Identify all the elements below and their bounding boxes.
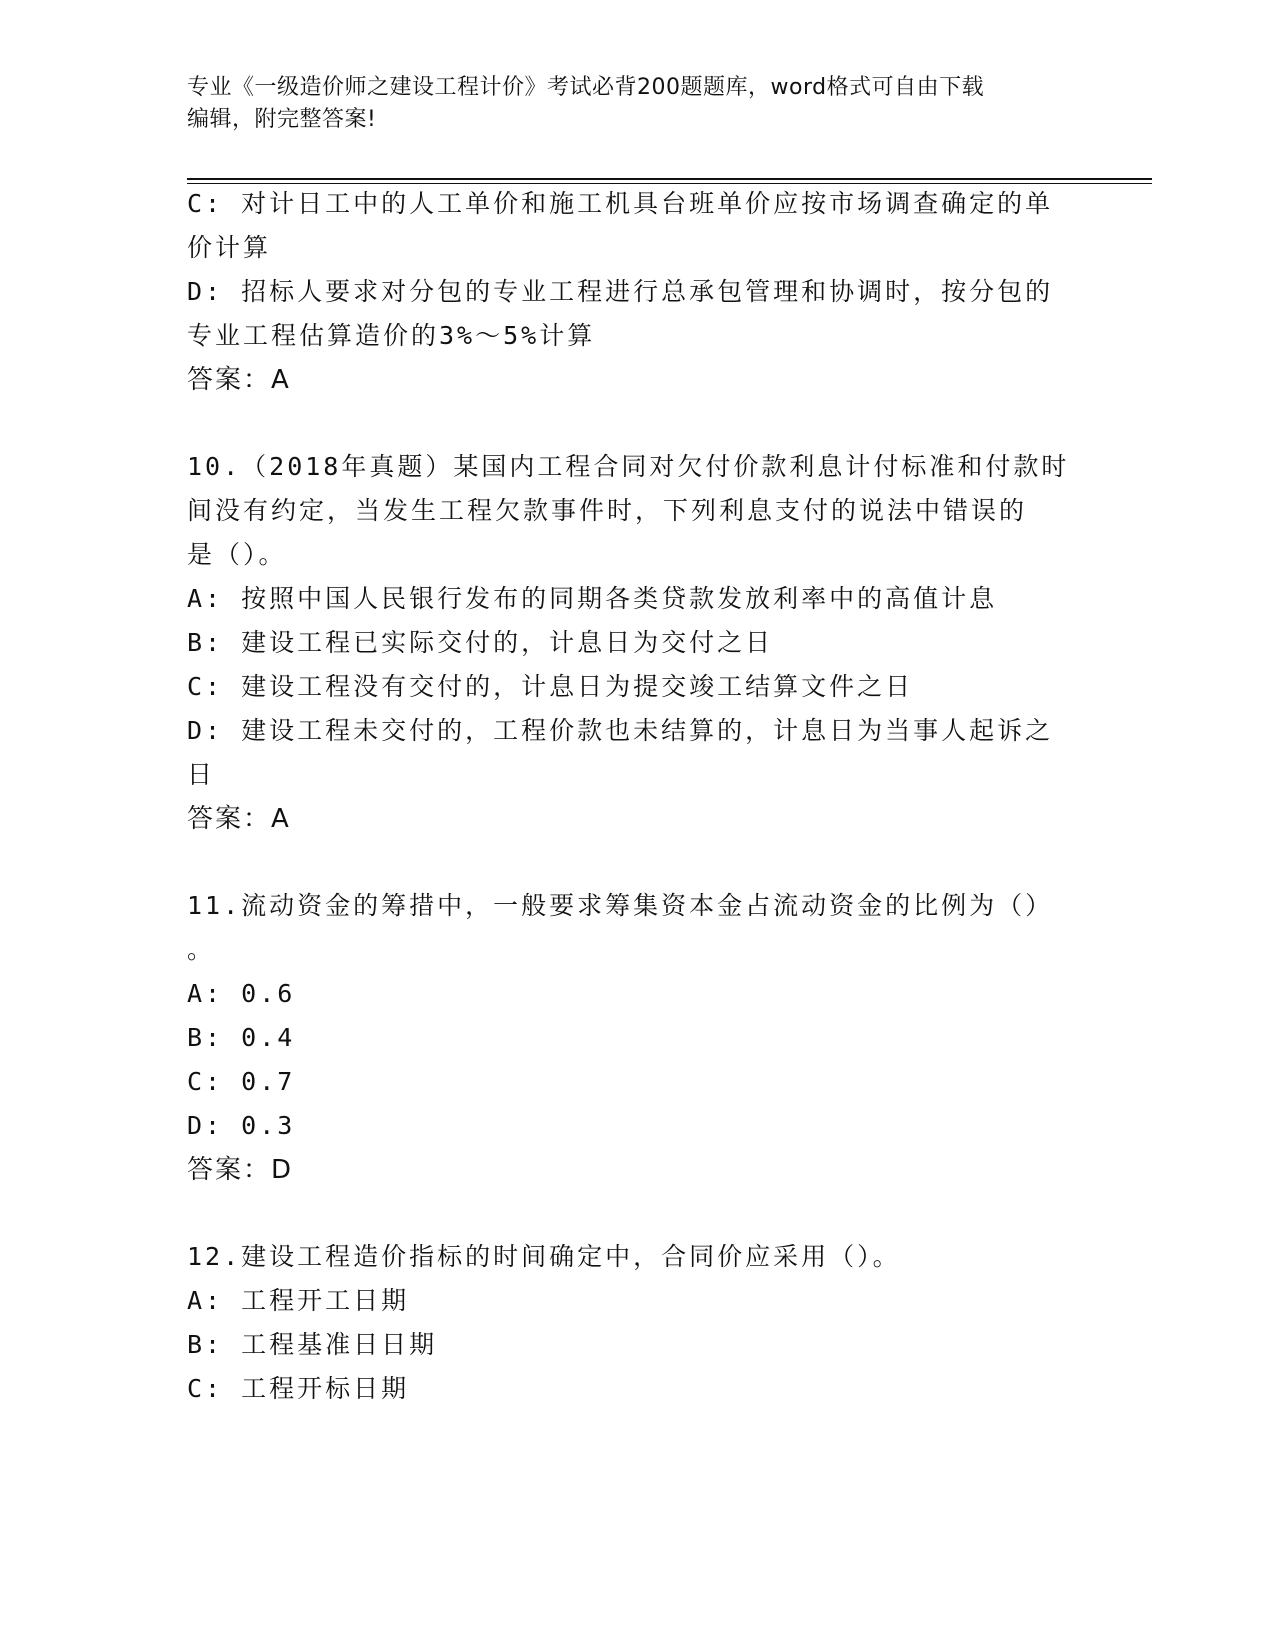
header-line-1: 专业《一级造价师之建设工程计价》考试必背200题题库，word格式可自由下载 bbox=[187, 75, 985, 100]
q10-stem-line-1: 10.（2018年真题）某国内工程合同对欠付价款利息计付标准和付款时 bbox=[187, 452, 1070, 481]
q10-stem-line-3: 是（）。 bbox=[187, 540, 287, 569]
q11-option-b: B: 0.4 bbox=[187, 1023, 296, 1052]
q9-option-c-line-2: 价计算 bbox=[187, 233, 272, 262]
q9-answer: 答案：A bbox=[187, 365, 291, 395]
q11-option-a: A: 0.6 bbox=[187, 979, 296, 1008]
q9-option-d-line-2: 专业工程估算造价的3%～5%计算 bbox=[187, 321, 596, 350]
q10-option-a: A: 按照中国人民银行发布的同期各类贷款发放利率中的高值计息 bbox=[187, 584, 998, 613]
q10-stem-line-2: 间没有约定，当发生工程欠款事件时，下列利息支付的说法中错误的 bbox=[187, 496, 1028, 525]
q11-answer: 答案：D bbox=[187, 1155, 294, 1185]
q11-option-d: D: 0.3 bbox=[187, 1111, 296, 1140]
header-divider-thick bbox=[187, 178, 1152, 180]
q10-option-d-line-1: D: 建设工程未交付的，工程价款也未结算的，计息日为当事人起诉之 bbox=[187, 716, 1054, 745]
q10-option-b: B: 建设工程已实际交付的，计息日为交付之日 bbox=[187, 628, 774, 657]
q12-option-c: C: 工程开标日期 bbox=[187, 1374, 410, 1403]
q10-answer: 答案：A bbox=[187, 804, 291, 834]
header-line-2: 编辑，附完整答案! bbox=[187, 107, 377, 132]
header-divider-thin bbox=[187, 183, 1152, 184]
q9-option-c-line-1: C: 对计日工中的人工单价和施工机具台班单价应按市场调查确定的单 bbox=[187, 189, 1054, 218]
q9-option-d-line-1: D: 招标人要求对分包的专业工程进行总承包管理和协调时，按分包的 bbox=[187, 277, 1054, 306]
q11-option-c: C: 0.7 bbox=[187, 1067, 296, 1096]
q11-stem-line-2: 。 bbox=[187, 935, 216, 964]
document-header bbox=[187, 72, 1067, 136]
q10-option-d-line-2: 日 bbox=[187, 760, 216, 789]
q12-option-a: A: 工程开工日期 bbox=[187, 1286, 410, 1315]
q12-option-b: B: 工程基准日日期 bbox=[187, 1330, 438, 1359]
q12-stem: 12.建设工程造价指标的时间确定中，合同价应采用（）。 bbox=[187, 1242, 901, 1271]
q10-option-c: C: 建设工程没有交付的，计息日为提交竣工结算文件之日 bbox=[187, 672, 914, 701]
q11-stem-line-1: 11.流动资金的筹措中，一般要求筹集资本金占流动资金的比例为（） bbox=[187, 891, 1054, 920]
